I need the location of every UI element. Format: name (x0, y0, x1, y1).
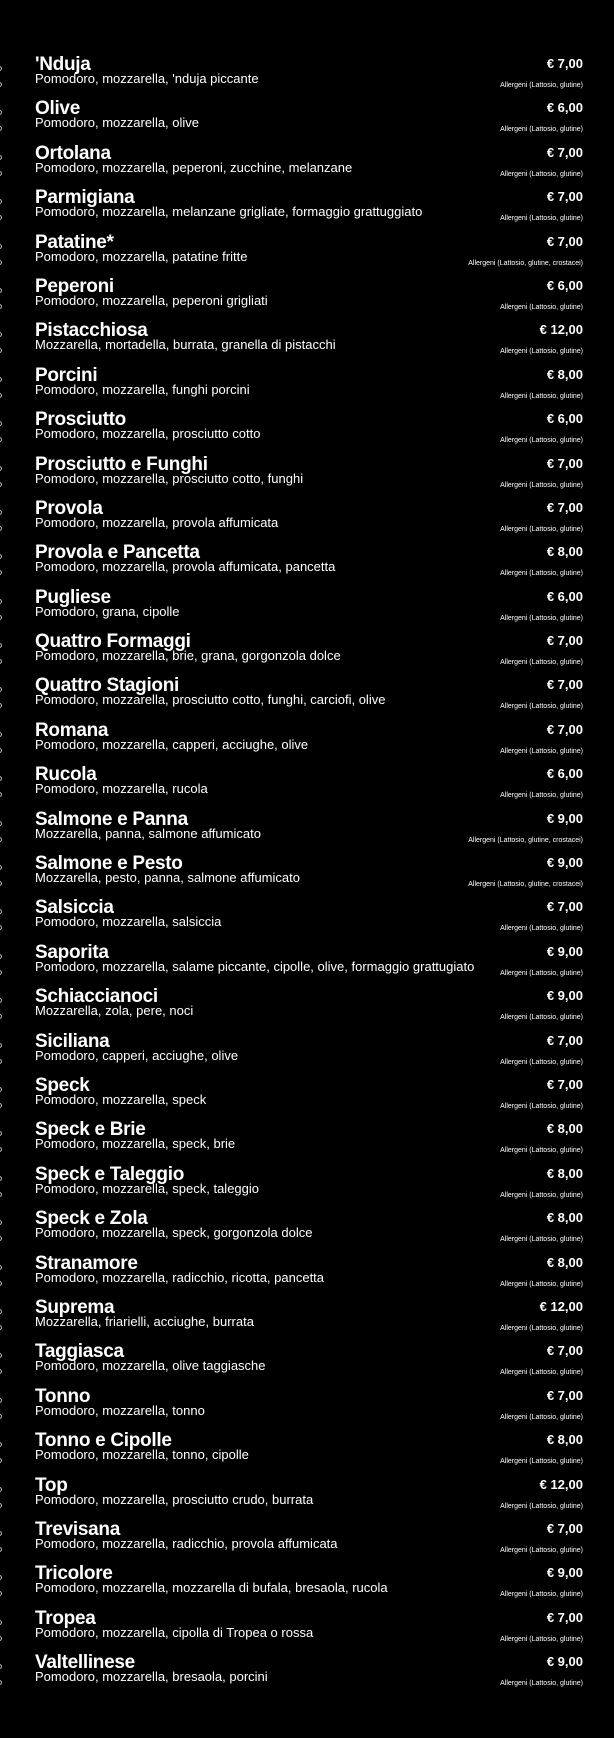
menu-item (0, 1253, 614, 1297)
bullet-marker (0, 437, 2, 442)
item-description: Pomodoro, mozzarella, mozzarella di bufala, bresaola, rucola (35, 1580, 388, 1596)
menu-item (0, 409, 614, 453)
item-allergens: Allergeni (Lattosio, glutine) (500, 1236, 583, 1244)
item-name: Patatine* (35, 231, 114, 253)
bullet-marker (0, 703, 2, 708)
item-name: Salsiccia (35, 897, 114, 919)
item-description: Pomodoro, mozzarella, salsiccia (35, 914, 222, 930)
item-description: Pomodoro, capperi, acciughe, olive (35, 1047, 239, 1063)
bullet-marker (0, 1059, 2, 1064)
bullet-marker (0, 554, 2, 559)
item-price: € 7,00 (546, 721, 583, 737)
item-description: Pomodoro, mozzarella, radicchio, ricotta, pancetta (35, 1269, 325, 1285)
item-price: € 7,00 (546, 677, 583, 693)
bullet-marker (0, 1414, 2, 1419)
item-name: Quattro Stagioni (35, 675, 180, 697)
item-price: € 7,00 (546, 1076, 583, 1092)
menu-item (0, 1341, 614, 1385)
bullet-marker (0, 792, 2, 797)
item-price: € 6,00 (546, 100, 583, 116)
item-description: Pomodoro, mozzarella, speck, taleggio (35, 1180, 260, 1196)
item-allergens: Allergeni (Lattosio, glutine) (500, 614, 583, 622)
menu-item (0, 98, 614, 142)
bullet-marker (0, 925, 2, 930)
item-description: Pomodoro, mozzarella, prosciutto cotto, funghi (35, 470, 304, 486)
item-name: Tonno e Cipolle (35, 1430, 172, 1452)
item-description: Pomodoro, mozzarella, prosciutto cotto, funghi, carciofi, olive (35, 692, 386, 708)
item-description: Pomodoro, mozzarella, speck, brie (35, 1136, 236, 1152)
item-price: € 9,00 (546, 1565, 583, 1581)
bullet-marker (0, 1220, 2, 1225)
bullet-marker (0, 1325, 2, 1330)
bullet-marker (0, 1176, 2, 1181)
item-description: Pomodoro, mozzarella, provola affumicata, pancetta (35, 559, 336, 575)
menu-item (0, 1475, 614, 1519)
item-description: Pomodoro, mozzarella, 'nduja piccante (35, 71, 259, 86)
bullet-marker (0, 1503, 2, 1508)
item-allergens: Allergeni (Lattosio, glutine) (500, 126, 583, 134)
menu-item (0, 587, 614, 631)
menu-item (0, 897, 614, 941)
item-price: € 7,00 (546, 189, 583, 205)
item-allergens: Allergeni (Lattosio, glutine) (500, 1546, 583, 1554)
item-allergens: Allergeni (Lattosio, glutine) (500, 1413, 583, 1421)
bullet-marker (0, 687, 2, 692)
bullet-marker (0, 1442, 2, 1447)
menu-item (0, 542, 614, 586)
bullet-marker (0, 909, 2, 914)
item-description: Pomodoro, mozzarella, speck, gorgonzola dolce (35, 1225, 313, 1241)
bullet-marker (0, 332, 2, 337)
item-price: € 6,00 (546, 277, 583, 293)
bullet-marker (0, 66, 2, 71)
bullet-marker (0, 1014, 2, 1019)
item-name: Salmone e Pesto (35, 853, 183, 875)
menu-item (0, 365, 614, 409)
item-allergens: Allergeni (Lattosio, glutine) (500, 659, 583, 667)
bullet-marker (0, 348, 2, 353)
item-price: € 9,00 (546, 1654, 583, 1670)
bullet-marker (0, 776, 2, 781)
item-allergens: Allergeni (Lattosio, glutine) (500, 437, 583, 445)
item-price: € 9,00 (546, 988, 583, 1004)
menu-item (0, 1608, 614, 1652)
item-name: Pistacchiosa (35, 320, 148, 342)
bullet-marker (0, 1309, 2, 1314)
item-name: Pugliese (35, 586, 111, 608)
item-allergens: Allergeni (Lattosio, glutine) (500, 925, 583, 933)
item-description: Mozzarella, zola, pere, noci (35, 1003, 194, 1019)
bullet-marker (0, 732, 2, 737)
item-price: € 8,00 (546, 366, 583, 382)
item-allergens: Allergeni (Lattosio, glutine) (500, 570, 583, 578)
bullet-marker (0, 1680, 2, 1685)
item-price: € 8,00 (546, 1121, 583, 1137)
item-description: Pomodoro, mozzarella, prosciutto crudo, burrata (35, 1491, 314, 1507)
menu-item (0, 276, 614, 320)
bullet-marker (0, 599, 2, 604)
bullet-marker (0, 1547, 2, 1552)
item-price: € 7,00 (546, 1343, 583, 1359)
item-name: Prosciutto (35, 409, 126, 431)
item-price: € 7,00 (546, 144, 583, 160)
item-allergens: Allergeni (Lattosio, glutine) (500, 1635, 583, 1643)
item-description: Mozzarella, friarielli, acciughe, burrata (35, 1313, 254, 1329)
item-price: € 6,00 (546, 411, 583, 427)
menu-item (0, 187, 614, 231)
bullet-marker (0, 377, 2, 382)
menu-item (0, 1031, 614, 1075)
bullet-marker (0, 570, 2, 575)
menu-item (0, 1075, 614, 1119)
item-allergens: Allergeni (Lattosio, glutine) (500, 215, 583, 223)
menu-item (0, 320, 614, 364)
item-name: Porcini (35, 364, 98, 386)
bullet-marker (0, 1236, 2, 1241)
item-name: Tricolore (35, 1563, 113, 1585)
item-allergens: Allergeni (Lattosio, glutine) (500, 481, 583, 489)
item-price: € 6,00 (546, 766, 583, 782)
bullet-marker (0, 1636, 2, 1641)
bullet-marker (0, 510, 2, 515)
item-allergens: Allergeni (Lattosio, glutine, crostacei) (468, 836, 583, 844)
item-price: € 12,00 (539, 1298, 583, 1314)
item-allergens: Allergeni (Lattosio, glutine) (500, 703, 583, 711)
item-name: Suprema (35, 1296, 115, 1318)
bullet-marker (0, 837, 2, 842)
item-allergens: Allergeni (Lattosio, glutine, crostacei) (468, 259, 583, 267)
bullet-marker (0, 1575, 2, 1580)
item-description: Pomodoro, mozzarella, prosciutto cotto (35, 426, 261, 442)
item-allergens: Allergeni (Lattosio, glutine) (500, 969, 583, 977)
bullet-marker (0, 171, 2, 176)
item-name: Ortolana (35, 142, 111, 164)
bullet-marker (0, 1458, 2, 1463)
item-price: € 7,00 (546, 1032, 583, 1048)
item-name: Speck (35, 1074, 90, 1096)
item-name: Salmone e Panna (35, 808, 188, 830)
item-name: Peperoni (35, 275, 114, 297)
item-allergens: Allergeni (Lattosio, glutine) (500, 303, 583, 311)
item-price: € 12,00 (539, 1476, 583, 1492)
bullet-marker (0, 82, 2, 87)
item-price: € 8,00 (546, 1432, 583, 1448)
bullet-marker (0, 970, 2, 975)
menu-item (0, 1519, 614, 1563)
item-description: Pomodoro, mozzarella, radicchio, provola affumicata (35, 1535, 338, 1551)
item-description: Mozzarella, mortadella, burrata, granella di pistacchi (35, 337, 336, 353)
menu-item (0, 1208, 614, 1252)
item-name: Stranamore (35, 1252, 138, 1274)
item-name: Speck e Zola (35, 1208, 148, 1230)
item-price: € 8,00 (546, 1210, 583, 1226)
item-price: € 7,00 (546, 1609, 583, 1625)
menu-item (0, 498, 614, 542)
menu-item (0, 942, 614, 986)
bullet-marker (0, 821, 2, 826)
bullet-marker (0, 288, 2, 293)
menu-item (0, 454, 614, 498)
bullet-marker (0, 615, 2, 620)
item-name: Provola (35, 497, 103, 519)
bullet-marker (0, 1531, 2, 1536)
bullet-marker (0, 865, 2, 870)
menu-item (0, 1297, 614, 1341)
bullet-marker (0, 1591, 2, 1596)
bullet-marker (0, 126, 2, 131)
item-description: Pomodoro, mozzarella, brie, grana, gorgonzola dolce (35, 648, 341, 664)
item-description: Pomodoro, mozzarella, tonno (35, 1402, 205, 1418)
item-allergens: Allergeni (Lattosio, glutine) (500, 392, 583, 400)
bullet-marker (0, 421, 2, 426)
item-description: Pomodoro, mozzarella, patatine fritte (35, 248, 248, 264)
bullet-marker (0, 1620, 2, 1625)
menu-item (0, 232, 614, 276)
menu-item (0, 764, 614, 808)
bullet-marker (0, 304, 2, 309)
item-price: € 8,00 (546, 544, 583, 560)
bullet-marker (0, 393, 2, 398)
bullet-marker (0, 1664, 2, 1669)
item-description: Pomodoro, mozzarella, provola affumicata (35, 514, 279, 530)
item-price: € 7,00 (546, 56, 583, 71)
item-name: Parmigiana (35, 187, 135, 209)
bullet-marker (0, 110, 2, 115)
item-allergens: Allergeni (Lattosio, glutine) (500, 1369, 583, 1377)
item-description: Pomodoro, mozzarella, melanzane grigliate, formaggio grattuggiato (35, 204, 423, 220)
item-description: Pomodoro, mozzarella, rucola (35, 781, 208, 797)
item-name: Prosciutto e Funghi (35, 453, 208, 475)
bullet-marker (0, 199, 2, 204)
bullet-marker (0, 1131, 2, 1136)
item-allergens: Allergeni (Lattosio, glutine) (500, 1502, 583, 1510)
item-description: Pomodoro, mozzarella, peperoni, zucchine, melanzane (35, 159, 353, 175)
item-allergens: Allergeni (Lattosio, glutine, crostacei) (468, 881, 583, 889)
item-price: € 7,00 (546, 233, 583, 249)
bullet-marker (0, 954, 2, 959)
item-name: Valtellinese (35, 1652, 135, 1674)
bullet-marker (0, 1265, 2, 1270)
item-price: € 8,00 (546, 1165, 583, 1181)
item-name: Olive (35, 98, 80, 120)
item-name: Romana (35, 719, 109, 741)
menu-item (0, 1386, 614, 1430)
item-allergens: Allergeni (Lattosio, glutine) (500, 525, 583, 533)
item-price: € 9,00 (546, 943, 583, 959)
bullet-marker (0, 1087, 2, 1092)
item-allergens: Allergeni (Lattosio, glutine) (500, 1058, 583, 1066)
item-name: Taggiasca (35, 1341, 124, 1363)
item-allergens: Allergeni (Lattosio, glutine) (500, 1591, 583, 1599)
item-name: Schiaccianoci (35, 986, 158, 1008)
item-price: € 7,00 (546, 1387, 583, 1403)
item-name: Trevisana (35, 1518, 120, 1540)
item-price: € 6,00 (546, 588, 583, 604)
item-description: Pomodoro, mozzarella, peperoni grigliati (35, 292, 268, 308)
bullet-marker (0, 1281, 2, 1286)
item-allergens: Allergeni (Lattosio, glutine) (500, 1458, 583, 1466)
menu-item (0, 675, 614, 719)
item-price: € 7,00 (546, 633, 583, 649)
item-description: Mozzarella, pesto, panna, salmone affumicato (35, 870, 300, 886)
bullet-marker (0, 1147, 2, 1152)
item-name: Rucola (35, 764, 97, 786)
bullet-marker (0, 643, 2, 648)
item-description: Pomodoro, mozzarella, tonno, cipolle (35, 1447, 249, 1463)
bullet-marker (0, 1369, 2, 1374)
bullet-marker (0, 244, 2, 249)
item-name: Quattro Formaggi (35, 631, 191, 653)
item-description: Pomodoro, mozzarella, cipolla di Tropea o rossa (35, 1624, 314, 1640)
item-name: Tonno (35, 1385, 91, 1407)
bullet-marker (0, 881, 2, 886)
item-allergens: Allergeni (Lattosio, glutine) (500, 1147, 583, 1155)
bullet-marker (0, 260, 2, 265)
item-description: Pomodoro, mozzarella, olive taggiasche (35, 1358, 266, 1374)
item-allergens: Allergeni (Lattosio, glutine) (500, 348, 583, 356)
menu-item (0, 54, 614, 98)
bullet-marker (0, 659, 2, 664)
pizza-menu-list (0, 54, 614, 1696)
item-price: € 12,00 (539, 322, 583, 338)
bullet-marker (0, 1398, 2, 1403)
item-description: Pomodoro, grana, cipolle (35, 603, 180, 619)
menu-item (0, 720, 614, 764)
item-description: Pomodoro, mozzarella, speck (35, 1091, 207, 1107)
menu-item (0, 986, 614, 1030)
item-name: Speck e Taleggio (35, 1163, 185, 1185)
item-name: Tropea (35, 1607, 96, 1629)
bullet-marker (0, 1353, 2, 1358)
bullet-marker (0, 466, 2, 471)
item-allergens: Allergeni (Lattosio, glutine) (500, 792, 583, 800)
item-price: € 7,00 (546, 455, 583, 471)
bullet-marker (0, 482, 2, 487)
item-price: € 7,00 (546, 1520, 583, 1536)
item-allergens: Allergeni (Lattosio, glutine) (500, 82, 583, 89)
item-description: Pomodoro, mozzarella, olive (35, 115, 200, 131)
menu-item (0, 143, 614, 187)
menu-item (0, 631, 614, 675)
item-price: € 7,00 (546, 899, 583, 915)
bullet-marker (0, 1192, 2, 1197)
item-allergens: Allergeni (Lattosio, glutine) (500, 1102, 583, 1110)
item-price: € 9,00 (546, 855, 583, 871)
item-name: Siciliana (35, 1030, 110, 1052)
menu-item (0, 1430, 614, 1474)
item-allergens: Allergeni (Lattosio, glutine) (500, 170, 583, 178)
item-name: Speck e Brie (35, 1119, 146, 1141)
item-description: Mozzarella, panna, salmone affumicato (35, 825, 261, 841)
item-allergens: Allergeni (Lattosio, glutine) (500, 1191, 583, 1199)
item-name: Provola e Pancetta (35, 542, 200, 564)
bullet-marker (0, 1103, 2, 1108)
menu-item (0, 1652, 614, 1696)
bullet-marker (0, 1487, 2, 1492)
bullet-marker (0, 215, 2, 220)
menu-item (0, 1119, 614, 1163)
item-name: Top (35, 1474, 68, 1496)
item-price: € 7,00 (546, 499, 583, 515)
item-allergens: Allergeni (Lattosio, glutine) (500, 1280, 583, 1288)
bullet-marker (0, 748, 2, 753)
bullet-marker (0, 526, 2, 531)
item-description: Pomodoro, mozzarella, bresaola, porcini (35, 1669, 268, 1685)
item-name: Saporita (35, 941, 109, 963)
menu-item (0, 853, 614, 897)
menu-item (0, 1563, 614, 1607)
item-allergens: Allergeni (Lattosio, glutine) (500, 1324, 583, 1332)
item-allergens: Allergeni (Lattosio, glutine) (500, 1014, 583, 1022)
bullet-marker (0, 1043, 2, 1048)
menu-item (0, 1164, 614, 1208)
item-description: Pomodoro, mozzarella, capperi, acciughe, olive (35, 736, 309, 752)
item-description: Pomodoro, mozzarella, funghi porcini (35, 381, 250, 397)
bullet-marker (0, 998, 2, 1003)
item-price: € 9,00 (546, 810, 583, 826)
item-description: Pomodoro, mozzarella, salame piccante, cipolle, olive, formaggio grattugiato (35, 958, 475, 974)
item-allergens: Allergeni (Lattosio, glutine) (500, 1680, 583, 1688)
menu-item (0, 809, 614, 853)
bullet-marker (0, 155, 2, 160)
item-name: 'Nduja (35, 54, 91, 75)
item-price: € 8,00 (546, 1254, 583, 1270)
item-allergens: Allergeni (Lattosio, glutine) (500, 747, 583, 755)
